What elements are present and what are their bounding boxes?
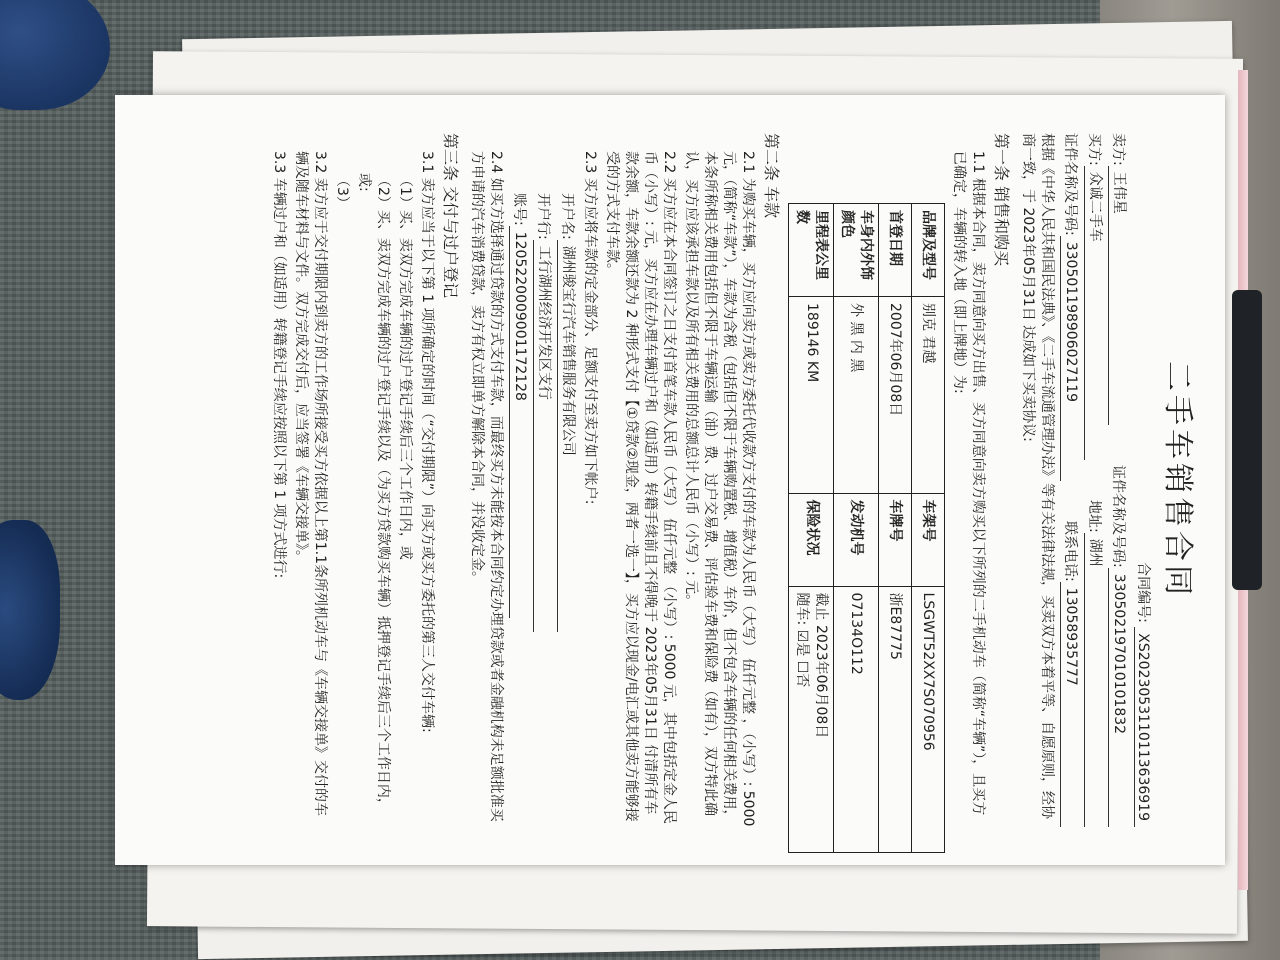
buyer-label: 买方:: [1085, 133, 1102, 166]
table-row: [878, 204, 911, 853]
bank-value: 工行湖州经济开发区支行: [533, 240, 553, 632]
buyer-id-value: 330501198906027119: [1060, 236, 1080, 481]
clause-2-4: 2.4 如买方选择通过贷款的方式支付车款，而最终买方未能按本合同约定办理贷款或者金融机构未足额批准买方申请的汽车消费贷款，卖方有权立即单方解除本合同，并没收定金。: [469, 151, 504, 822]
insurance-date: 截止 2023年06月08日: [813, 592, 829, 739]
account-label: 账号:: [510, 193, 527, 226]
clause-3-1-option-3: （3）: [334, 173, 350, 210]
buyer-value: 众诚二手车: [1084, 166, 1104, 460]
table-cell: 07134O112: [834, 586, 879, 852]
table-cell: 189146 KM: [789, 297, 834, 494]
contract-number-value: XS2023053110113636919: [1135, 627, 1152, 827]
payee-label: 开户名:: [558, 193, 575, 240]
seller-value: 王伟星: [1108, 166, 1128, 425]
buyer-id-row: [1060, 133, 1080, 827]
clause-3-1-option-2: （2）买、卖双方完成车辆的过户登记手续以及（为买方贷款购买车辆）抵押登记手续后三个工作日内，或:: [355, 173, 391, 812]
table-cell: 车身内外饰颜色: [834, 204, 879, 297]
phone-value: 13058935777: [1060, 582, 1080, 827]
account-row: [509, 133, 529, 827]
clause-2-2: 2.2 买方应在本合同签订之日支付首笔车款人民币（大写） 伍仟元整 （小写）: 5000 元，其中包括定金人民币（小写）: 元，买方应在办理车辆过户和（如适用）转籍手续前且不得晚于 2023年05月31日 付清所有车款余额，车款余额还款为 2 种形式支付【①贷款②现金，两者一选一】，买方应以现金/电汇或其他卖方能够接受的方式支付车款。: [604, 151, 678, 824]
buyer-row: [1084, 133, 1104, 827]
payee-row: [557, 133, 577, 827]
clause-3-1-option-1: （1）买、卖双方完成车辆的过户登记手续后三个工作日内，或: [396, 173, 413, 560]
table-cell: 车架号: [911, 493, 944, 586]
contract-number-label: 合同编号:: [1135, 562, 1152, 623]
buyer-id-label: 证件名称及号码:: [1061, 133, 1078, 236]
article-1-title: 第一条 销售和购买: [992, 133, 1012, 267]
insurance-with-car: 随车: ☑是 ☐否: [794, 592, 811, 688]
bank-row: [533, 133, 553, 827]
contract-title: 二手车销售合同: [1160, 361, 1195, 599]
clause-3-3: 3.3 车辆过户和（如适用）转籍登记手续应按照以下第 1 项方式进行:: [271, 151, 288, 579]
bank-label: 开户行:: [534, 193, 551, 240]
clause-3-2: 3.2 卖方应于交付期限内到卖方的工作场所接受买方依据以上第1.1条所列机动车与《车辆交接单》交付的车辆及随车材料与文件。双方完成交付后，应当签署《车辆交接单》。: [293, 151, 329, 816]
account-value: 1205220009001172128: [509, 226, 529, 618]
clause-3-1: 3.1 卖方应当于以下第 1 项所确定的时间（“交付期限”）向买方或买方委托的第三人交付车辆:: [418, 151, 435, 733]
seller-label: 卖方:: [1109, 133, 1126, 166]
payee-value: 湖州骏宝行汽车销售服务有限公司: [557, 240, 577, 632]
seller-row: [1108, 133, 1128, 827]
table-cell: 别克 君越: [911, 297, 944, 494]
insurance-cell: [789, 586, 834, 852]
address-label: 地址:: [1085, 500, 1102, 533]
address-value: 湖州: [1084, 533, 1104, 827]
table-cell: 浙E87775: [878, 586, 911, 852]
vehicle-info-table: [788, 203, 945, 853]
table-cell: 2007年06月08日: [878, 297, 911, 494]
sales-contract-page: [115, 95, 1225, 865]
article-2-title: 第二条 车款: [762, 133, 782, 219]
table-cell: 保险状况: [789, 493, 834, 586]
table-row: [789, 204, 834, 853]
table-cell: 发动机号: [834, 493, 879, 586]
table-row: [911, 204, 944, 853]
table-cell: 品牌及型号: [911, 204, 944, 297]
phone-label: 联系电话:: [1061, 521, 1078, 582]
table-cell: LSGWT52XX7S070956: [911, 586, 944, 852]
table-cell: 车牌号: [878, 493, 911, 586]
contract-number: [1134, 133, 1153, 827]
table-cell: 首登日期: [878, 204, 911, 297]
article-3-title: 第三条 交付与过户登记: [441, 133, 461, 299]
table-row: [834, 204, 879, 853]
preamble: 根据《中华人民共和国民法典》、《二手车流通管理办法》等有关法律法规，买卖双方本着平等、自愿原则，经协商一致，于 2023年05月31日 达成如下买卖协议:: [1020, 133, 1055, 819]
table-cell: 外 黑 内 黑: [834, 297, 879, 494]
binder-clip: [1232, 290, 1262, 590]
table-cell: 里程表公里数: [789, 204, 834, 297]
seller-id-value: 330502197010101832: [1108, 568, 1128, 827]
clause-2-3: 2.3 买方应将车款的定金部分、足额支付至卖方如下帐户:: [582, 151, 599, 505]
clause-2-1: 2.1 为购买车辆，买方应向卖方或卖方委托代收款方支付的车款为人民币（大写） 伍仟元整 ，（小写）: 5000 元，（简称“车款”），车款为含税（包括但不限于车辆购置税、增值税）车价，但不包含车辆的任何相关费用，本条所称相关费用包括但不限于车辆运输（油）费、过户交易费、评估验车费和保险费（如有），双方特此确认，买方应该承担车款以及所有相关费用的总额总计人民币（小写）: 元。: [682, 151, 756, 827]
clause-1-1: 1.1 根据本合同，卖方同意向买方出售、买方同意向卖方购买以下所列的二手机动车（简称“车辆”），且买方已确定，车辆的转入地（即上牌地）为:: [950, 151, 986, 816]
seller-id-label: 证件名称及号码:: [1109, 465, 1126, 568]
